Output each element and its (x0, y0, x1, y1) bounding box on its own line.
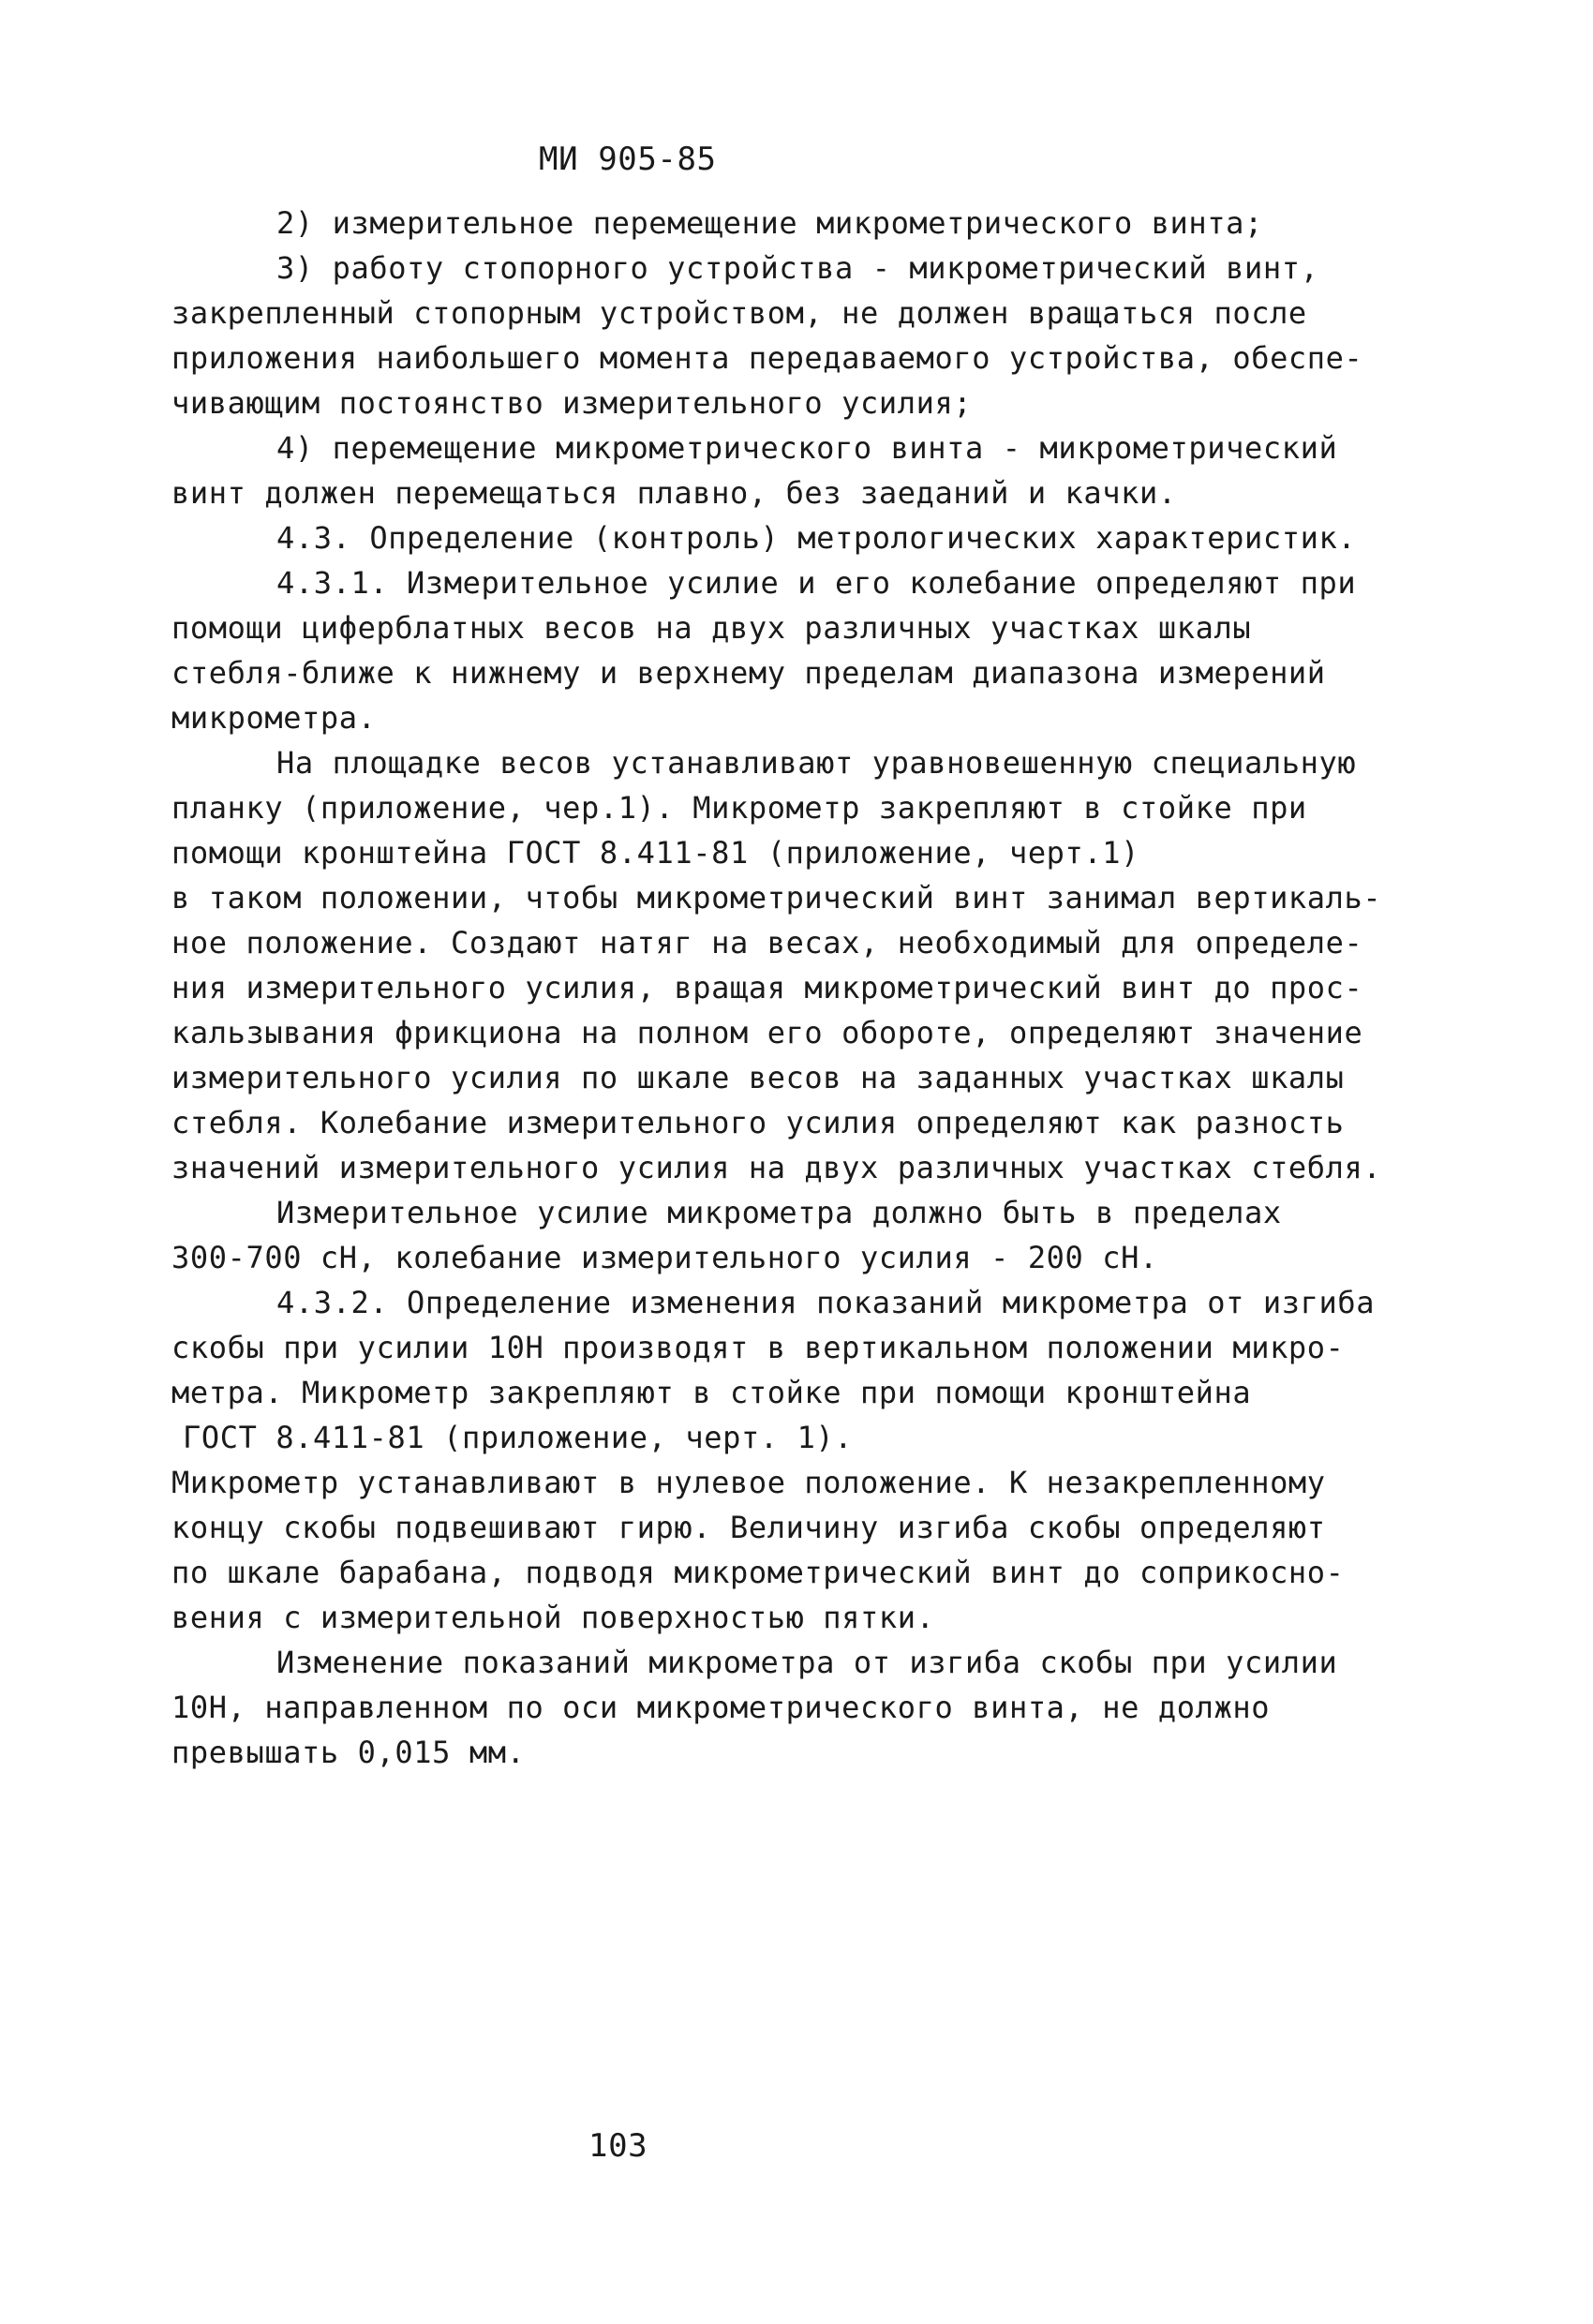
text-line: Микрометр устанавливают в нулевое положение. К незакрепленному (171, 1465, 1326, 1500)
text-line: ное положение. Создают натяг на весах, необходимый для определе- (171, 925, 1363, 961)
text-line: помощи кронштейна ГОСТ 8.411-81 (приложение, черт.1) (171, 835, 1140, 871)
text-line: по шкале барабана, подводя микрометрический винт до соприкосно- (171, 1555, 1345, 1590)
text-line: Измерительное усилие микрометра должно быть в пределах (276, 1195, 1282, 1230)
section-heading: 4.3.2. Определение изменения показаний микрометра от изгиба (276, 1285, 1376, 1320)
page-number: 103 (588, 2127, 648, 2165)
text-line: скобы при усилии 10Н производят в вертикальном положении микро- (171, 1330, 1345, 1365)
text-line: 3) работу стопорного устройства - микрометрический винт, (276, 250, 1319, 286)
text-line: приложения наибольшего момента передаваемого устройства, обеспе- (171, 340, 1363, 376)
text-line: концу скобы подвешивают гирю. Величину изгиба скобы определяют (171, 1510, 1326, 1545)
text-line: 2) измерительное перемещение микрометрического винта; (276, 205, 1263, 241)
text-line: значений измерительного усилия на двух различных участках стебля. (171, 1150, 1382, 1185)
text-line: превышать 0,015 мм. (171, 1735, 526, 1770)
text-line: чивающим постоянство измерительного усилия; (171, 385, 973, 421)
text-line: винт должен перемещаться плавно, без заеданий и качки. (171, 475, 1177, 511)
text-line: ния измерительного усилия, вращая микрометрический винт до прос- (171, 970, 1363, 1006)
text-line: закрепленный стопорным устройством, не должен вращаться после (171, 295, 1307, 331)
section-heading: 4.3. Определение (контроль) метрологических характеристик. (276, 520, 1357, 556)
text-line: стебля-ближе к нижнему и верхнему пределам диапазона измерений (171, 655, 1326, 691)
text-line: стебля. Колебание измерительного усилия определяют как разность (171, 1105, 1345, 1140)
document-header: МИ 905-85 (539, 141, 717, 178)
text-line: помощи циферблатных весов на двух различных участках шкалы (171, 610, 1252, 646)
text-line: измерительного усилия по шкале весов на заданных участках шкалы (171, 1060, 1345, 1095)
text-line: микрометра. (171, 700, 377, 736)
text-line: 300-700 сН, колебание измерительного усилия - 200 сН. (171, 1240, 1158, 1275)
text-line: На площадке весов устанавливают уравновешенную специальную (276, 745, 1357, 781)
text-line: вения с измерительной поверхностью пятки. (171, 1600, 935, 1635)
text-line: Изменение показаний микрометра от изгиба скобы при усилии (276, 1645, 1338, 1680)
text-line: 4) перемещение микрометрического винта - микрометрический (276, 430, 1338, 466)
text-line: планку (приложение, чер.1). Микрометр закрепляют в стойке при (171, 790, 1307, 826)
text-line: в таком положении, чтобы микрометрический винт занимал вертикаль- (171, 880, 1382, 916)
text-line: 4.3.1. Измерительное усилие и его колебание определяют при (276, 565, 1357, 601)
text-line: кальзывания фрикциона на полном его обороте, определяют значение (171, 1015, 1363, 1050)
text-line: 10Н, направленном по оси микрометрического винта, не должно (171, 1690, 1271, 1725)
text-line: метра. Микрометр закрепляют в стойке при помощи кронштейна (171, 1375, 1252, 1410)
text-line: ГОСТ 8.411-81 (приложение, черт. 1). (183, 1420, 854, 1455)
